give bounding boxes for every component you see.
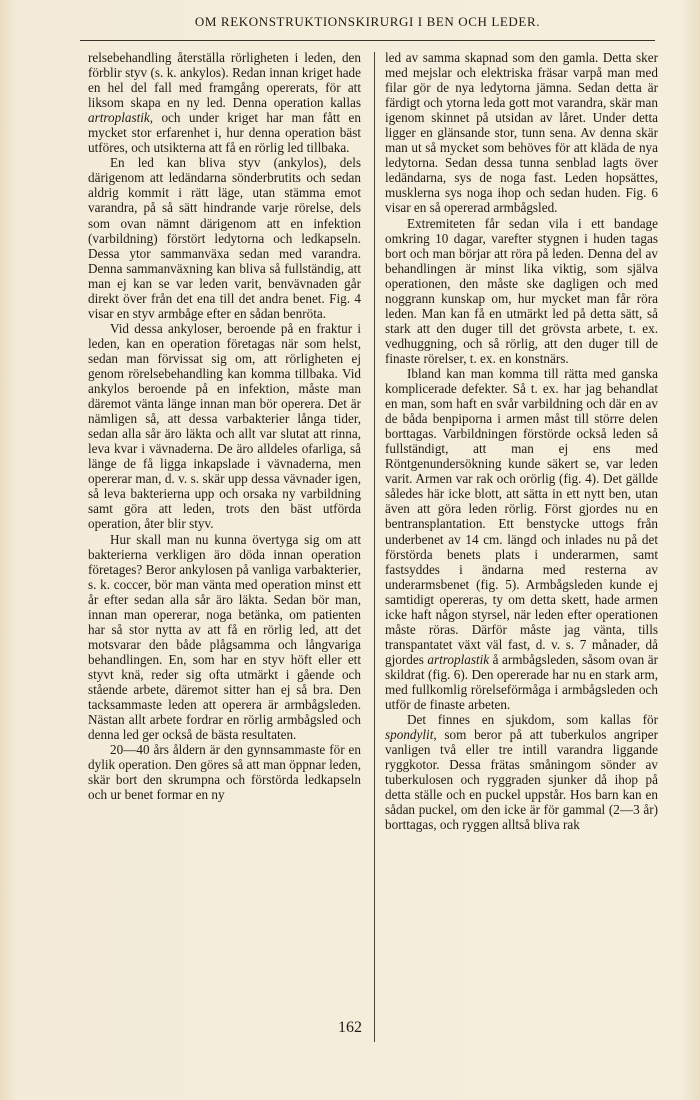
paragraph: Vid dessa ankyloser, beroende på en fraktur i leden, kan en operation företagas när som helst, sedan man förvissat sig om, att rörligheten ej genom rörelsebehandling kan komma tillbaka. Vid ankylos beroende på en infektion, måste man däremot vänta länge innan man bör operera. Det är nämligen så, att dessa varbakterier långa tider, sedan alla sår äro läkta och allt var slutat att rinna, leva kvar i vävnaderna. De äro alldeles ofarliga, så länge de få ligga inkapslade i vävnaderna, men opererar man, d. v. s. skär upp dessa vävnader igen, så leva bakterierna upp och orsaka ny varbildning samt göra att leden, trots den bäst utförda operation, åter blir styv.	[88, 320, 361, 532]
left-text-column	[88, 50, 361, 1042]
running-head-title: OM REKONSTRUKTIONSKIRURGI I BEN OCH LEDER.	[194, 14, 541, 29]
paragraph: Det finnes en sjukdom, som kallas för spondylit, som beror på att tuberkulos angriper vanligen två eller tre intill varandra liggande ryggkotor. Dessa frätas småningom sönder av tuberkulosen och ryggraden sjunker då ihop på detta ställe och en puckel uppstår. Hos barn kan en sådan puckel, om den icke är för gammal (2—3 år) borttagas, och ryggen alltså bliva rak	[385, 712, 658, 833]
emphasized-term: artroplastik	[427, 651, 490, 667]
emphasized-term: spondylit	[385, 727, 434, 743]
header-rule	[80, 40, 655, 41]
paragraph: led av samma skapnad som den gamla. Detta sker med mejslar och elektriska fräsar varpå man med filar gör de nya ledytorna jämna. Sedan detta är färdigt och ytorna leda gott mot varandra, skär man igenom skinnet på utsidan av låret. Under detta ligger en glänsande stor, tunn sena. Av denna skär man ut så mycket som behöves för att kläda de nya ledytorna. Sedan dessa tunna senblad lagts över ledändarna, sys de noga fast. Leden hopsättes, musklerna sys noga ihop och sedan huden. Fig. 6 visar en så opererad armbågsled.	[385, 50, 658, 216]
right-text-column	[385, 50, 658, 1042]
emphasized-term: artroplastik	[88, 110, 150, 126]
paragraph: En led kan bliva styv (ankylos), dels därigenom att ledändarna sönderbrutits och sedan aldrig kommit i rätt läge, utan stämma emot varandra, på så sätt hindrande varje rörelse, dels som ovan nämnt därigenom att en infektion (varbildning) förstört ledytorna och ledkapseln. Dessa ytor sammanväxa sedan med varandra. Denna sammanväxning kan bliva så fullständig, att man ej kan se var leden varit, benvävnaden går direkt över från det ena till det andra benet. Fig. 4 visar en styv armbåge efter en sådan benröta.	[88, 155, 361, 321]
page-number: 162	[338, 1019, 362, 1036]
paragraph: relsebehandling återställa rörligheten i leden, den förblir styv (s. k. ankylos). Redan innan kriget hade en hel del fall med framgång opererats, för att liksom skapa en ny led. Denna operation kallas artroplastik, och under kriget har man fått en mycket stor erfarenhet i, hur denna operation bäst utföres, och utsikterna att få en rörlig led tillbaka.	[88, 50, 361, 156]
paragraph: Ibland kan man komma till rätta med ganska komplicerade defekter. Så t. ex. har jag behandlat en man, som haft en svår varbildning och där en av de båda benpiporna i armen måst till större delen borttagas. Varbildningen förstörde också leden så fullständigt, att man ej ens med Röntgenundersökning kunde säkert se, var leden varit. Armen var rak och orörlig (fig. 4). Det gällde således här icke blott, att sätta in ett nytt ben, utan även att göra leden rörlig. Först gjordes nu en bentransplantation. Ett benstycke uttogs från underbenet av 14 cm. längd och inlades nu på det förstörda benets plats i underarmen, samt fastsyddes i ändarna med resterna av underarmsbenet (fig. 5). Armbågsleden kunde ej samtidigt opereras, ty om detta skett, hade armen icke haft någon styrsel, när leden efter operationen måste röras. Därför måste jag vänta, tills transpantatet växt väl fast, d. v. s. 7 månader, då gjordes artroplastik å armbågsleden, såsom ovan är skildrat (fig. 6). Den opererade har nu en stark arm, med fullkomlig rörelseförmåga i armbågsleden och utför de finaste arbeten.	[385, 365, 658, 713]
column-divider-rule	[374, 52, 375, 1042]
paragraph: 20—40 års åldern är den gynnsammaste för en dylik operation. Den göres så att man öppnar leden, skär bort den skrumpna och förstörda ledkapseln och ur benet formar en ny	[88, 742, 361, 803]
paragraph: Hur skall man nu kunna övertyga sig om att bakterierna verkligen äro döda innan operation företages? Beror ankylosen på vanliga varbakterier, s. k. coccer, bör man vänta med operation minst ett år efter sedan alla sår äro läkta. Sedan bör man, innan man opererar, noga betänka, om patienten har så stor nytta av att få en rörlig led, att det motsvarar den både plågsamma och långvariga behandlingen. En, som har en styv höft eller ett styvt knä, reder sig ofta utmärkt i gående och stående arbete, däremot sitter han ej så bra. Den tacksammaste leden att operera är armbågsleden. Nästan allt arbete fordrar en rörlig armbågsled och denna led ger också de bästa resultaten.	[88, 531, 361, 743]
paragraph: Extremiteten får sedan vila i ett bandage omkring 10 dagar, varefter stygnen i huden tagas bort och man börjar att röra på leden. Denna del av behandlingen är minst lika viktig, som själva operationen, den måste ske dagligen och med noggrann kunskap om, hur mycket man får röra leden. Man kan få en utmärkt led på detta sätt, så stark att den duger till det grövsta arbete, t. ex. vedhuggning, och så rörlig, att den duger till de finaste rörelser, t. ex. en konstnärs.	[385, 215, 658, 366]
